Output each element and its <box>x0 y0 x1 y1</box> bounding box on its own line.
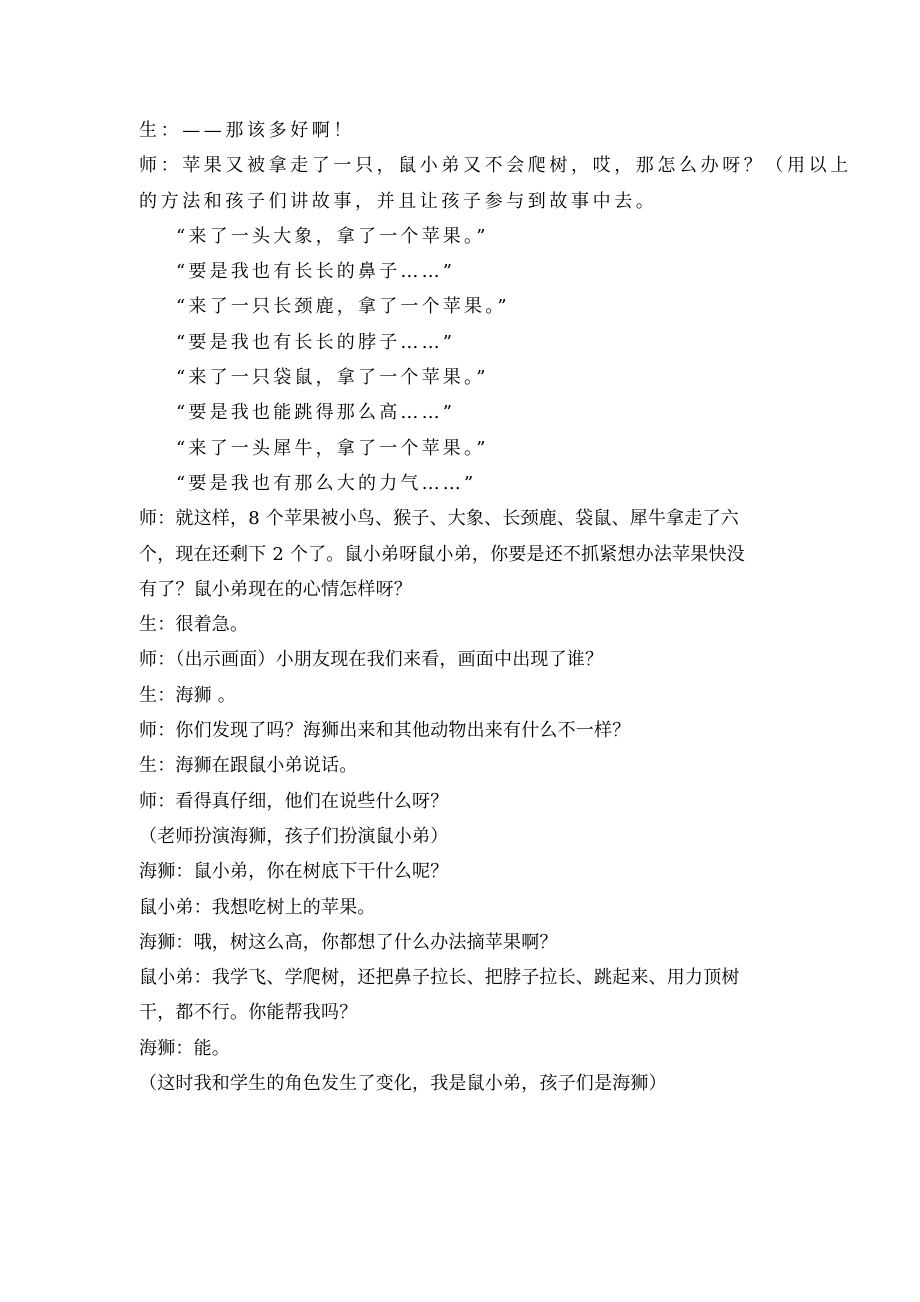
text-line: 海狮：能。 <box>139 1037 230 1059</box>
text-line: 鼠小弟：我想吃树上的苹果。 <box>139 896 376 918</box>
text-line: “来了一只袋鼠，拿了一个苹果。” <box>176 367 489 389</box>
text-line: 生：很着急。 <box>139 614 249 636</box>
text-line: 生：——那该多好啊！ <box>139 120 355 141</box>
text-line: 海狮：哦，树这么高，你都想了什么办法摘苹果啊？ <box>139 931 558 953</box>
text-line: （老师扮演海狮，孩子们扮演鼠小弟） <box>139 825 449 847</box>
text-line: 师：看得真仔细，他们在说些什么呀？ <box>139 790 449 812</box>
document-body <box>139 113 852 1101</box>
text-line: 海狮：鼠小弟，你在树底下干什么呢？ <box>139 861 449 883</box>
text-line: 生：海狮在跟鼠小弟说话。 <box>139 755 358 777</box>
text-line: “要是我也能跳得那么高……” <box>176 402 456 424</box>
text-line: 师：苹果又被拿走了一只，鼠小弟又不会爬树，哎，那怎么办呀？（用以上 <box>139 155 852 177</box>
text-line: 鼠小弟：我学飞、学爬树，还把鼻子拉长、把脖子拉长、跳起来、用力顶树 <box>139 967 740 989</box>
text-line: “要是我也有那么大的力气……” <box>176 472 477 494</box>
text-line: 干，都不行。你能帮我吗？ <box>139 1002 358 1024</box>
text-line: “来了一头大象，拿了一个苹果。” <box>176 225 489 247</box>
text-line: “要是我也有长长的脖子……” <box>176 331 456 353</box>
text-line: 个，现在还剩下 2 个了。鼠小弟呀鼠小弟，你要是还不抓紧想办法苹果快没 <box>139 543 745 565</box>
text-line: （这时我和学生的角色发生了变化，我是鼠小弟，孩子们是海狮） <box>139 1073 667 1095</box>
text-line: 师：你们发现了吗？海狮出来和其他动物出来有什么不一样？ <box>139 720 631 742</box>
text-line: 师：（出示画面）小朋友现在我们来看，画面中出现了谁？ <box>139 649 604 671</box>
text-line: 生：海狮 。 <box>139 684 236 706</box>
text-line: “来了一头犀牛，拿了一个苹果。” <box>176 437 489 459</box>
text-line: 的方法和孩子们讲故事，并且让孩子参与到故事中去。 <box>139 190 658 212</box>
text-line: 师：就这样，8 个苹果被小鸟、猴子、大象、长颈鹿、袋鼠、犀牛拿走了六 <box>139 508 739 530</box>
text-line: “来了一只长颈鹿，拿了一个苹果。” <box>176 296 510 318</box>
text-line: “要是我也有长长的鼻子……” <box>176 261 456 283</box>
text-line: 有了？鼠小弟现在的心情怎样呀？ <box>139 578 412 600</box>
